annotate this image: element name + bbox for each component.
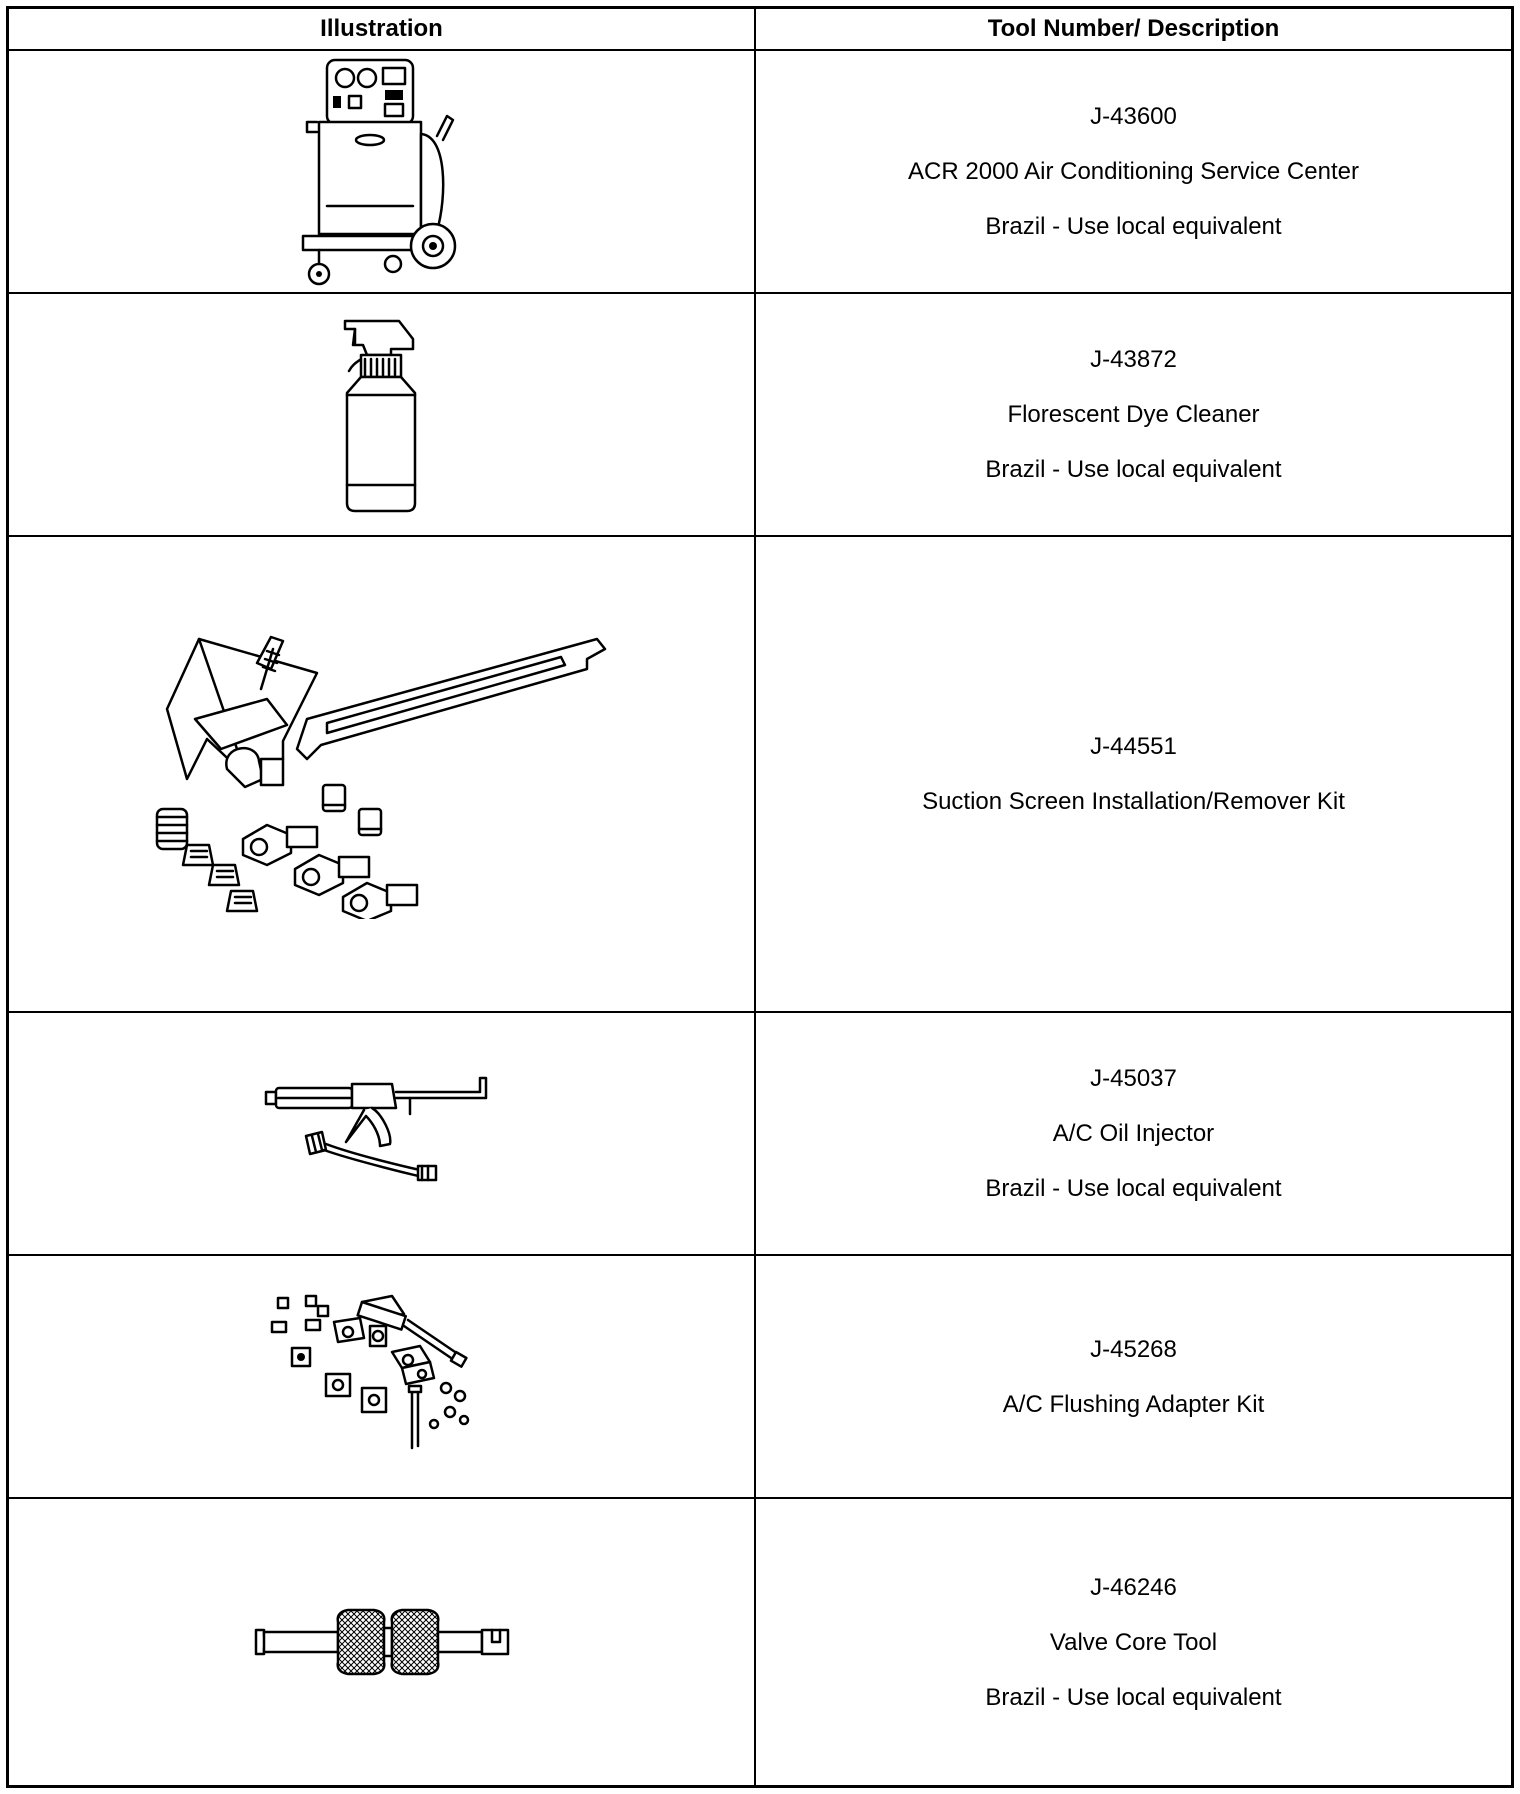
description-cell	[756, 51, 1511, 292]
suction-screen-kit-icon	[147, 629, 617, 919]
tool-number: J-45037	[1090, 1065, 1177, 1092]
tool-note: Brazil - Use local equivalent	[985, 1175, 1282, 1202]
description-cell	[756, 1499, 1511, 1785]
tool-description: A/C Oil Injector	[1052, 1120, 1215, 1147]
tool-number: J-44551	[1090, 733, 1177, 760]
illustration-cell	[9, 1013, 754, 1254]
tool-table	[6, 6, 1514, 1788]
tool-note: Brazil - Use local equivalent	[985, 1683, 1282, 1711]
oil-injector-icon	[262, 1074, 502, 1194]
table-row	[9, 537, 1511, 1013]
tool-note: Brazil - Use local equivalent	[985, 213, 1282, 240]
illustration-cell	[9, 537, 754, 1011]
tool-description: Suction Screen Installation/Remover Kit	[922, 788, 1345, 815]
ac-service-center-icon	[297, 56, 467, 288]
tool-number: J-43872	[1090, 346, 1177, 373]
description-cell	[756, 1256, 1511, 1497]
description-cell	[756, 294, 1511, 535]
tool-description: Florescent Dye Cleaner	[1007, 401, 1260, 428]
tool-number: J-45268	[1090, 1335, 1177, 1363]
illustration-cell	[9, 294, 754, 535]
table-header	[9, 9, 1511, 51]
illustration-cell	[9, 1499, 754, 1785]
description-cell	[756, 537, 1511, 1011]
flushing-adapter-kit-icon	[262, 1292, 502, 1462]
valve-core-tool-icon	[252, 1602, 512, 1682]
table-row	[9, 1499, 1511, 1785]
header-description: Tool Number/ Description	[987, 15, 1280, 42]
description-cell	[756, 1013, 1511, 1254]
tool-description: ACR 2000 Air Conditioning Service Center	[908, 158, 1359, 185]
table-row	[9, 294, 1511, 537]
illustration-cell	[9, 51, 754, 292]
illustration-cell	[9, 1256, 754, 1497]
tool-number: J-46246	[1090, 1573, 1177, 1601]
spray-bottle-icon	[337, 315, 427, 515]
table-row	[9, 51, 1511, 294]
tool-description: A/C Flushing Adapter Kit	[1002, 1390, 1265, 1418]
header-illustration: Illustration	[320, 15, 443, 42]
table-row	[9, 1256, 1511, 1499]
tool-description: Valve Core Tool	[1049, 1628, 1218, 1656]
table-row	[9, 1013, 1511, 1256]
tool-note: Brazil - Use local equivalent	[985, 456, 1282, 483]
tool-number: J-43600	[1090, 103, 1177, 130]
